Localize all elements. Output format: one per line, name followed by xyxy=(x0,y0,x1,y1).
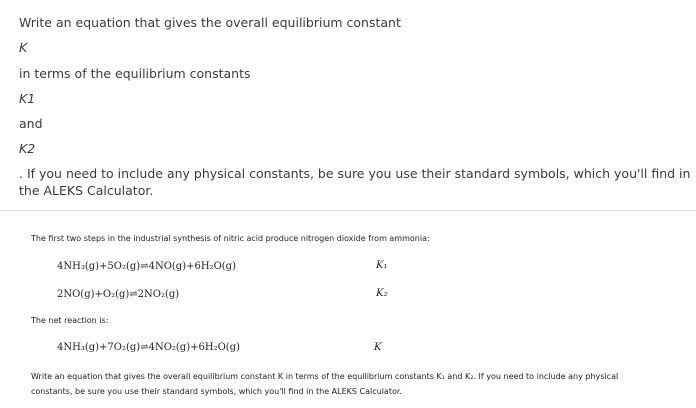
instruction-line-2: constants, be sure you use their standard symbols, which you'll find in the ALEKS Calculator. xyxy=(31,387,402,396)
net-reaction-equation: 4NH₃(g)+7O₂(g)⇌4NO₂(g)+6H₂O(g) xyxy=(57,342,240,353)
problem-intro: The first two steps in the industrial synthesis of nitric acid produce nitrogen dioxide from ammonia: xyxy=(31,234,430,243)
net-reaction-label: The net reaction is: xyxy=(31,316,109,325)
variable-k: K xyxy=(19,40,28,55)
question-line-7: . If you need to include any physical constants, be sure you use their standard symbols, which you'll find in xyxy=(19,166,691,181)
reaction-2-constant: K₂ xyxy=(376,288,388,299)
question-line-1: Write an equation that gives the overall equilibrium constant xyxy=(19,15,401,30)
reaction-1-constant: K₁ xyxy=(376,260,388,271)
reaction-2-equation: 2NO(g)+O₂(g)⇌2NO₂(g) xyxy=(57,289,180,300)
variable-k2: K2 xyxy=(19,141,36,156)
reaction-1-equation: 4NH₃(g)+5O₂(g)⇌4NO(g)+6H₂O(g) xyxy=(57,261,236,272)
question-word-and: and xyxy=(19,116,43,131)
instruction-line-1: Write an equation that gives the overall equilibrium constant K in terms of the equilibrium constants K₁ and K₂. If you need to include any physical xyxy=(31,372,619,381)
net-reaction-constant: K xyxy=(374,342,382,353)
divider xyxy=(0,210,696,211)
variable-k1: K1 xyxy=(19,91,36,106)
question-line-8: the ALEKS Calculator. xyxy=(19,183,154,198)
question-line-3: in terms of the equilibrium constants xyxy=(19,66,251,81)
